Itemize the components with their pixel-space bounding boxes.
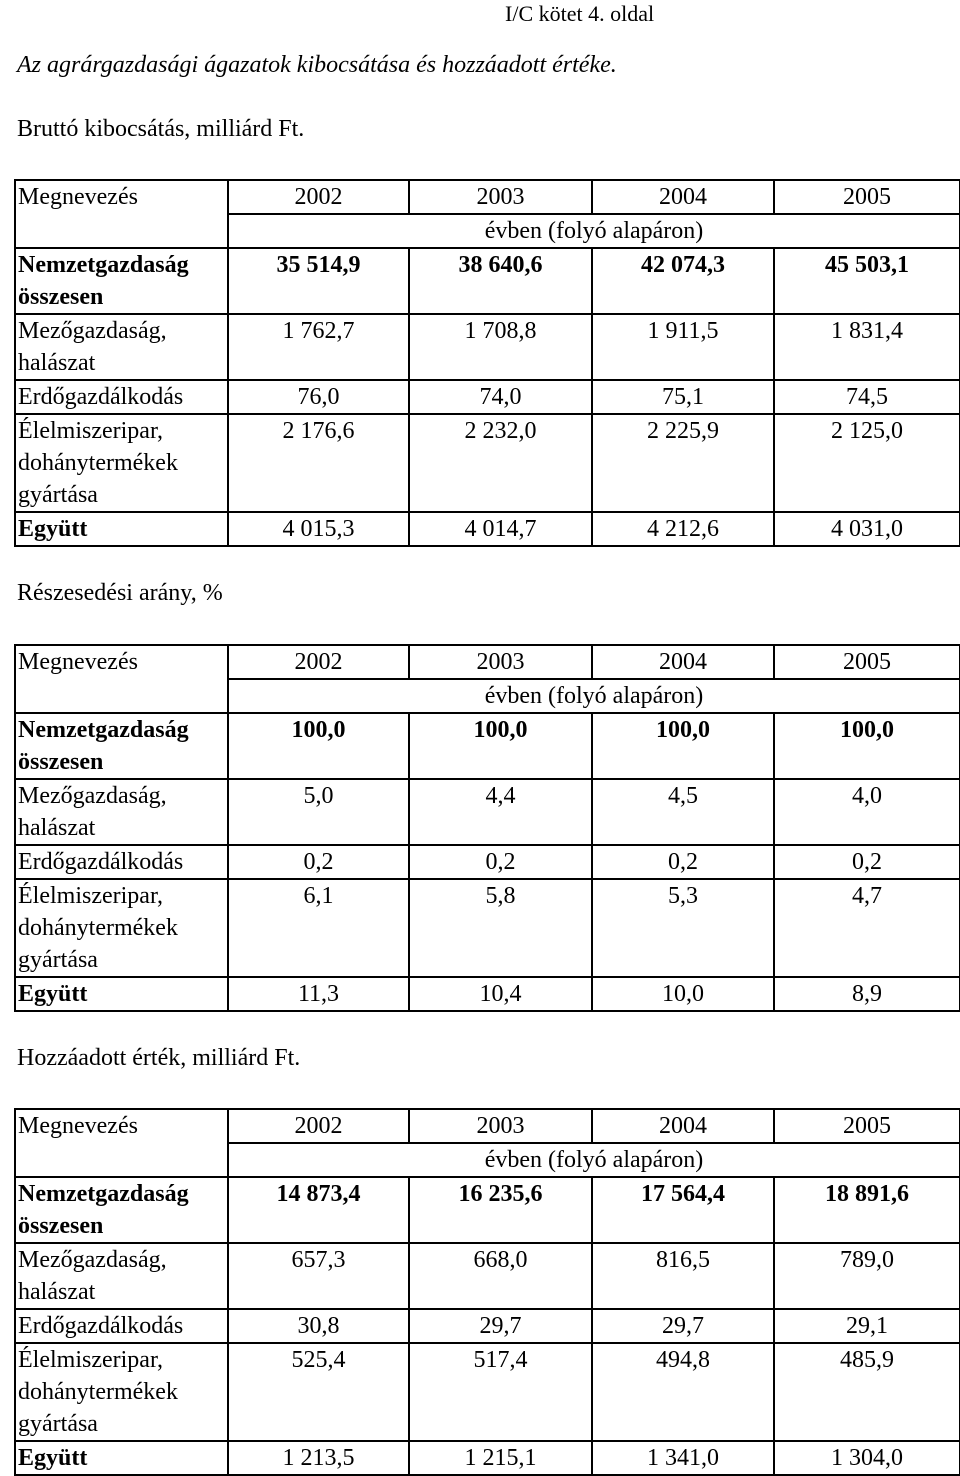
row-label: Élelmiszeripar, dohánytermékek gyártása <box>15 879 228 977</box>
table-cell: 29,7 <box>592 1309 774 1343</box>
table-cell: 4,5 <box>592 779 774 845</box>
table-cell: 16 235,6 <box>409 1177 592 1243</box>
table-cell: 4 014,7 <box>409 512 592 546</box>
table-cell: 2 225,9 <box>592 414 774 512</box>
table-header-row <box>15 645 960 679</box>
table-cell: 668,0 <box>409 1243 592 1309</box>
table-cell: 76,0 <box>228 380 409 414</box>
row-label: Mezőgazdaság, halászat <box>15 779 228 845</box>
table-cell: 1 213,5 <box>228 1441 409 1475</box>
table-cell: 789,0 <box>774 1243 960 1309</box>
table-cell: 1 831,4 <box>774 314 960 380</box>
section-label-added-value: Hozzáadott érték, milliárd Ft. <box>17 1045 301 1071</box>
column-header-unit: évben (folyó alapáron) <box>228 679 960 713</box>
column-header-name: Megnevezés <box>15 180 228 248</box>
table-cell: 29,1 <box>774 1309 960 1343</box>
table-cell: 4 031,0 <box>774 512 960 546</box>
table-cell: 74,0 <box>409 380 592 414</box>
table-cell: 494,8 <box>592 1343 774 1441</box>
table-cell: 75,1 <box>592 380 774 414</box>
column-header-name: Megnevezés <box>15 1109 228 1177</box>
table-row <box>15 779 960 845</box>
table-cell: 4 015,3 <box>228 512 409 546</box>
row-label: Nemzetgazdaság összesen <box>15 1177 228 1243</box>
row-label: Erdőgazdálkodás <box>15 380 228 414</box>
column-header-year: 2003 <box>409 645 592 679</box>
column-header-unit: évben (folyó alapáron) <box>228 214 960 248</box>
table-cell: 2 232,0 <box>409 414 592 512</box>
table-cell: 18 891,6 <box>774 1177 960 1243</box>
column-header-year: 2005 <box>774 180 960 214</box>
table-cell: 100,0 <box>228 713 409 779</box>
table-cell: 0,2 <box>228 845 409 879</box>
page-header: I/C kötet 4. oldal <box>505 1 655 26</box>
table-cell: 10,0 <box>592 977 774 1011</box>
table-cell: 485,9 <box>774 1343 960 1441</box>
table-cell: 38 640,6 <box>409 248 592 314</box>
column-header-year: 2003 <box>409 180 592 214</box>
table-row <box>15 1343 960 1441</box>
column-header-year: 2005 <box>774 645 960 679</box>
row-label: Erdőgazdálkodás <box>15 1309 228 1343</box>
table-row <box>15 248 960 314</box>
table-cell: 1 215,1 <box>409 1441 592 1475</box>
table-cell: 0,2 <box>774 845 960 879</box>
table-cell: 29,7 <box>409 1309 592 1343</box>
table-cell: 11,3 <box>228 977 409 1011</box>
table-row-total <box>15 512 960 546</box>
table-cell: 6,1 <box>228 879 409 977</box>
table-cell: 100,0 <box>409 713 592 779</box>
table-cell: 816,5 <box>592 1243 774 1309</box>
table-cell: 0,2 <box>592 845 774 879</box>
row-label: Mezőgazdaság, halászat <box>15 314 228 380</box>
table-cell: 1 911,5 <box>592 314 774 380</box>
column-header-name: Megnevezés <box>15 645 228 713</box>
table-row-total <box>15 977 960 1011</box>
table-row <box>15 879 960 977</box>
table-row <box>15 1309 960 1343</box>
table-cell: 30,8 <box>228 1309 409 1343</box>
table-cell: 10,4 <box>409 977 592 1011</box>
row-label: Élelmiszeripar, dohánytermékek gyártása <box>15 414 228 512</box>
table-cell: 8,9 <box>774 977 960 1011</box>
table-added-value <box>14 1108 960 1476</box>
column-header-year: 2004 <box>592 180 774 214</box>
table-cell: 100,0 <box>774 713 960 779</box>
table-row <box>15 380 960 414</box>
row-label: Nemzetgazdaság összesen <box>15 248 228 314</box>
table-header-row <box>15 1109 960 1143</box>
table-cell: 1 762,7 <box>228 314 409 380</box>
table-cell: 517,4 <box>409 1343 592 1441</box>
column-header-year: 2005 <box>774 1109 960 1143</box>
table-cell: 1 304,0 <box>774 1441 960 1475</box>
table-cell: 1 708,8 <box>409 314 592 380</box>
table-cell: 4,0 <box>774 779 960 845</box>
column-header-year: 2003 <box>409 1109 592 1143</box>
table-row <box>15 1243 960 1309</box>
table-cell: 4 212,6 <box>592 512 774 546</box>
table-row <box>15 713 960 779</box>
row-label: Együtt <box>15 977 228 1011</box>
row-label: Együtt <box>15 1441 228 1475</box>
column-header-year: 2002 <box>228 1109 409 1143</box>
table-cell: 1 341,0 <box>592 1441 774 1475</box>
table-share <box>14 644 960 1012</box>
column-header-year: 2002 <box>228 645 409 679</box>
table-cell: 4,4 <box>409 779 592 845</box>
table-row <box>15 414 960 512</box>
table-cell: 100,0 <box>592 713 774 779</box>
table-cell: 17 564,4 <box>592 1177 774 1243</box>
column-header-year: 2002 <box>228 180 409 214</box>
table-row <box>15 314 960 380</box>
table-cell: 14 873,4 <box>228 1177 409 1243</box>
table-cell: 5,8 <box>409 879 592 977</box>
table-cell: 2 125,0 <box>774 414 960 512</box>
table-gross-output <box>14 179 960 547</box>
column-header-unit: évben (folyó alapáron) <box>228 1143 960 1177</box>
row-label: Nemzetgazdaság összesen <box>15 713 228 779</box>
column-header-year: 2004 <box>592 1109 774 1143</box>
row-label: Mezőgazdaság, halászat <box>15 1243 228 1309</box>
table-cell: 35 514,9 <box>228 248 409 314</box>
table-cell: 525,4 <box>228 1343 409 1441</box>
table-cell: 74,5 <box>774 380 960 414</box>
document-title: Az agrárgazdasági ágazatok kibocsátása és hozzáadott értéke. <box>17 52 617 78</box>
column-header-year: 2004 <box>592 645 774 679</box>
table-cell: 0,2 <box>409 845 592 879</box>
table-cell: 2 176,6 <box>228 414 409 512</box>
row-label: Együtt <box>15 512 228 546</box>
table-row <box>15 1177 960 1243</box>
section-label-share: Részesedési arány, % <box>17 580 223 606</box>
table-row-total <box>15 1441 960 1475</box>
table-header-row <box>15 180 960 214</box>
table-cell: 4,7 <box>774 879 960 977</box>
table-cell: 45 503,1 <box>774 248 960 314</box>
table-row <box>15 845 960 879</box>
row-label: Erdőgazdálkodás <box>15 845 228 879</box>
table-cell: 5,3 <box>592 879 774 977</box>
section-label-gross-output: Bruttó kibocsátás, milliárd Ft. <box>17 116 305 142</box>
table-cell: 5,0 <box>228 779 409 845</box>
table-cell: 42 074,3 <box>592 248 774 314</box>
table-cell: 657,3 <box>228 1243 409 1309</box>
row-label: Élelmiszeripar, dohánytermékek gyártása <box>15 1343 228 1441</box>
